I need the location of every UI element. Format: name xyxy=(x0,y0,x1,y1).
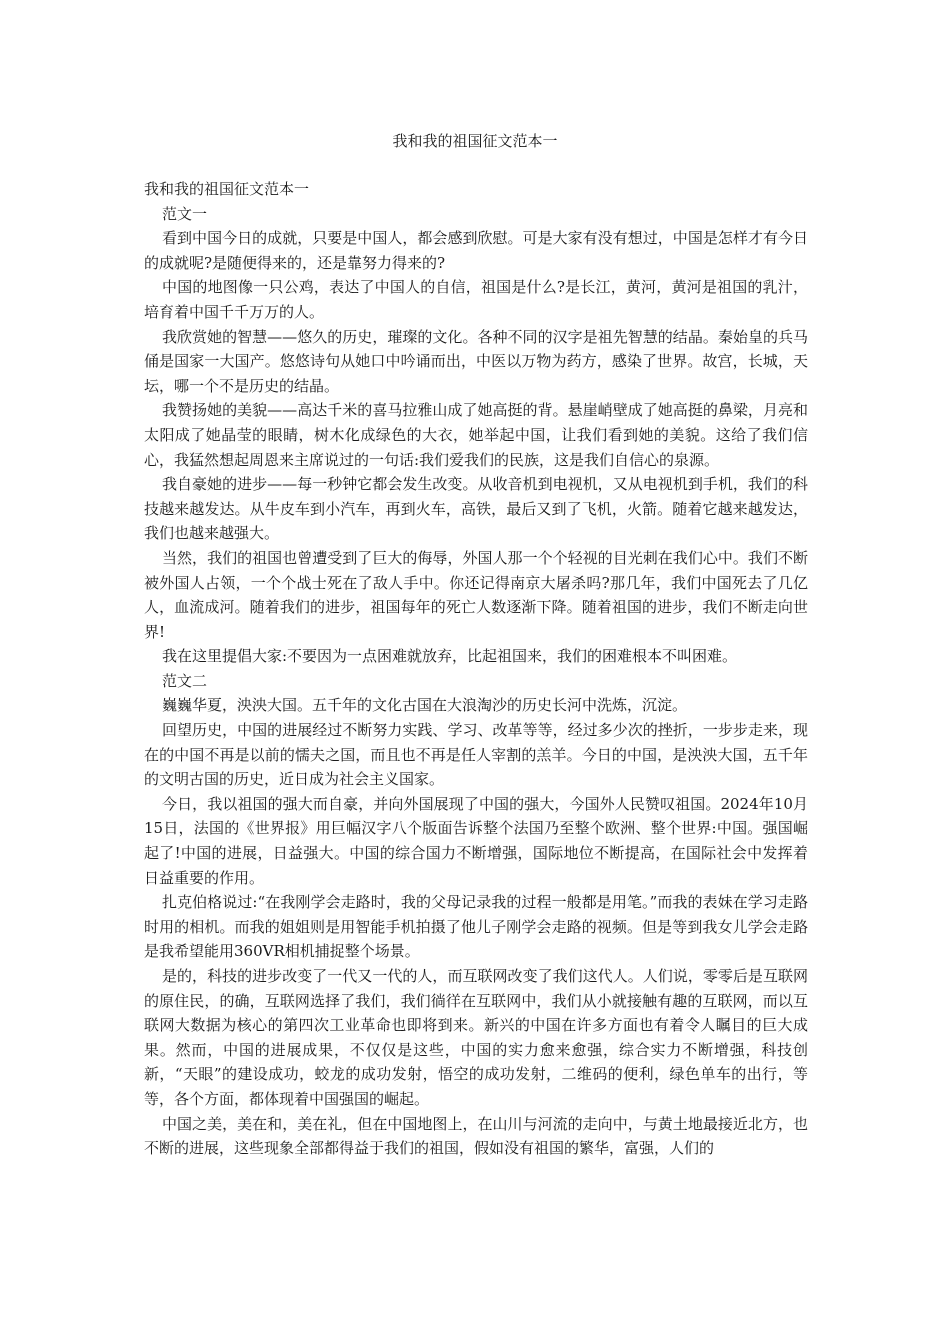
paragraph: 看到中国今日的成就，只要是中国人，都会感到欣慰。可是大家有没有想过，中国是怎样才有今日的成就呢?是随便得来的，还是靠努力得来的? xyxy=(144,229,808,272)
document-title: 我和我的祖国征文范本一 xyxy=(392,132,558,150)
paragraph: 我赞扬她的美貌——高达千米的喜马拉雅山成了她高挺的背。悬崖峭壁成了她高挺的鼻梁，月亮和太阳成了她晶莹的眼睛，树木化成绿色的大衣，她举起中国，让我们看到她的美貌。这给了我们信心，我猛然想起周恩来主席说过的一句话:我们爱我们的民族，这是我们自信心的泉源。 xyxy=(144,401,808,469)
section-label: 范文一 xyxy=(162,204,208,223)
document-body xyxy=(144,177,808,1161)
paragraph: 当然，我们的祖国也曾遭受到了巨大的侮辱，外国人那一个个轻视的目光刺在我们心中。我们不断被外国人占领，一个个战士死在了敌人手中。你还记得南京大屠杀吗?那几年，我们中国死去了几亿人，血流成河。随着我们的进步，祖国每年的死亡人数逐渐下降。随着祖国的进步，我们不断走向世界! xyxy=(144,548,808,641)
paragraph: 扎克伯格说过:“在我刚学会走路时，我的父母记录我的过程一般都是用笔。”而我的表妹在学习走路时用的相机。而我的姐姐则是用智能手机拍摄了他儿子刚学会走路的视频。但是等到我女儿学会走路是我希望能用360VR相机捕捉整个场景。 xyxy=(144,893,808,961)
paragraph: 我欣赏她的智慧——悠久的历史，璀璨的文化。各种不同的汉字是祖先智慧的结晶。秦始皇的兵马俑是国家一大国产。悠悠诗句从她口中吟诵而出，中医以万物为药方，感染了世界。故宫，长城，天坛，哪一个不是历史的结晶。 xyxy=(144,327,808,395)
paragraph: 巍巍华夏，泱泱大国。五千年的文化古国在大浪淘沙的历史长河中洗炼，沉淀。 xyxy=(162,696,688,715)
paragraph: 我自豪她的进步——每一秒钟它都会发生改变。从收音机到电视机，又从电视机到手机，我们的科技越来越发达。从牛皮车到小汽车，再到火车，高铁，最后又到了飞机，火箭。随着它越来越发达，我们也越来越强大。 xyxy=(144,475,808,543)
paragraph: 是的，科技的进步改变了一代又一代的人，而互联网改变了我们这代人。人们说，零零后是互联网的原住民，的确，互联网选择了我们，我们徜徉在互联网中，我们从小就接触有趣的互联网，而以互联网大数据为核心的第四次工业革命也即将到来。新兴的中国在许多方面也有着令人瞩目的巨大成果。然而，中国的进展成果，不仅仅是这些，中国的实力愈来愈强，综合实力不断增强，科技创新，“天眼”的建设成功，蛟龙的成功发射，悟空的成功发射，二维码的便利，绿色单车的出行，等等，各个方面，都体现着中国强国的崛起。 xyxy=(144,967,808,1108)
paragraph: 中国之美，美在和，美在礼，但在中国地图上，在山川与河流的走向中，与黄土地最接近北方，也不断的进展，这些现象全部都得益于我们的祖国，假如没有祖国的繁华，富强，人们的 xyxy=(144,1114,808,1158)
paragraph: 中国的地图像一只公鸡，表达了中国人的自信，祖国是什么?是长江，黄河，黄河是祖国的乳汁，培育着中国千千万万的人。 xyxy=(144,278,808,321)
document-heading: 我和我的祖国征文范本一 xyxy=(144,180,310,198)
paragraph: 我在这里提倡大家:不要因为一点困难就放弃，比起祖国来，我们的困难根本不叫困难。 xyxy=(162,647,738,666)
section-label: 范文二 xyxy=(162,671,208,690)
paragraph: 今日，我以祖国的强大而自豪，并向外国展现了中国的强大，今国外人民赞叹祖国。2024年10月15日，法国的《世界报》用巨幅汉字八个版面告诉整个法国乃至整个欧洲、整个世界:中国。强国崛起了!中国的进展，日益强大。中国的综合国力不断增强，国际地位不断提高，在国际社会中发挥着日益重要的作用。 xyxy=(144,794,808,887)
paragraph: 回望历史，中国的进展经过不断努力实践、学习、改革等等，经过多少次的挫折，一步步走来，现在的中国不再是以前的懦夫之国，而且也不再是任人宰割的羔羊。今日的中国，是泱泱大国，五千年的文明古国的历史，近日成为社会主义国家。 xyxy=(144,721,808,789)
